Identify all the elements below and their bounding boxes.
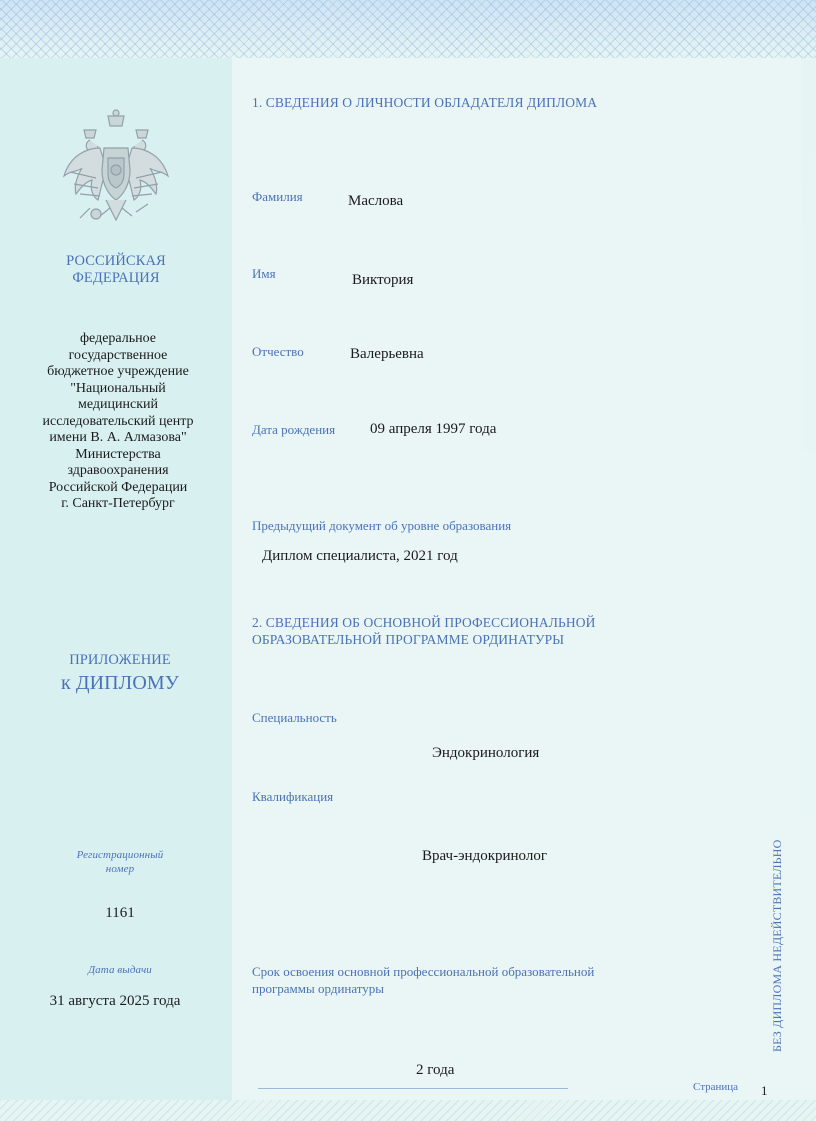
supplement-title-line2: к ДИПЛОМУ — [60, 672, 180, 694]
org-line: Российской Федерации — [48, 479, 188, 495]
specialty-value: Эндокринология — [432, 745, 540, 761]
date-of-birth-label: Дата рождения — [252, 422, 336, 437]
validity-side-note: БЕЗ ДИПЛОМА НЕДЕЙСТВИТЕЛЬНО — [770, 839, 784, 1052]
issuing-organization — [22, 331, 214, 513]
country-line-1: РОССИЙСКАЯ — [66, 253, 166, 269]
page-label: Страница — [693, 1081, 739, 1093]
duration-label-line2: программы ординатуры — [252, 981, 385, 996]
org-line: "Национальный — [70, 380, 166, 396]
org-line: г. Санкт-Петербург — [61, 496, 175, 511]
issue-date-label: Дата выдачи — [88, 964, 152, 976]
previous-document-value: Диплом специалиста, 2021 год — [262, 548, 458, 564]
right-panel — [232, 58, 802, 1100]
org-line: государственное — [68, 347, 168, 363]
org-line: бюджетное учреждение — [47, 364, 189, 379]
previous-document-label: Предыдущий документ об уровне образования — [252, 518, 512, 533]
specialty-label: Специальность — [252, 710, 337, 725]
issue-date: 31 августа 2025 года — [49, 993, 181, 1009]
section2-heading-line2: ОБРАЗОВАТЕЛЬНОЙ ПРОГРАММЕ ОРДИНАТУРЫ — [252, 632, 565, 647]
guilloche-border-bottom — [0, 1100, 816, 1121]
patronymic-value: Валерьевна — [350, 346, 424, 362]
country-line-2: ФЕДЕРАЦИЯ — [72, 270, 160, 286]
duration-value: 2 года — [416, 1062, 455, 1078]
registration-label-line1: Регистрационный — [76, 849, 164, 861]
date-of-birth-value: 09 апреля 1997 года — [370, 421, 497, 437]
section2-heading — [252, 614, 595, 648]
registration-label-line2: номер — [105, 863, 135, 875]
coat-of-arms-emblem — [56, 108, 176, 234]
duration-label — [252, 963, 594, 997]
registration-number: 1161 — [105, 905, 135, 921]
surname-label: Фамилия — [252, 189, 303, 204]
name-value: Виктория — [352, 272, 414, 288]
section2-heading-line1: 2. СВЕДЕНИЯ ОБ ОСНОВНОЙ ПРОФЕССИОНАЛЬНОЙ — [252, 615, 596, 630]
org-line: здравоохранения — [67, 463, 169, 478]
qualification-label: Квалификация — [252, 789, 334, 804]
guilloche-border-top — [0, 0, 816, 58]
name-label: Имя — [252, 266, 276, 281]
registration-number-label — [40, 848, 200, 876]
org-line: имени В. А. Алмазова" — [49, 430, 187, 445]
country-name — [44, 253, 188, 287]
qualification-value: Врач-эндокринолог — [422, 848, 547, 864]
duration-label-line1: Срок освоения основной профессиональной образовательной — [252, 964, 595, 979]
org-line: федеральное — [79, 331, 157, 346]
surname-value: Маслова — [348, 193, 404, 209]
supplement-title-line1: ПРИЛОЖЕНИЕ — [69, 652, 171, 668]
page-number: 1 — [761, 1083, 768, 1098]
section1-heading: 1. СВЕДЕНИЯ О ЛИЧНОСТИ ОБЛАДАТЕЛЯ ДИПЛОМА — [252, 95, 598, 110]
org-line: исследовательский центр — [42, 413, 194, 429]
bottom-rule — [258, 1088, 568, 1089]
patronymic-label: Отчество — [252, 344, 304, 359]
org-line: медицинский — [78, 397, 158, 412]
org-line: Министерства — [75, 446, 161, 462]
